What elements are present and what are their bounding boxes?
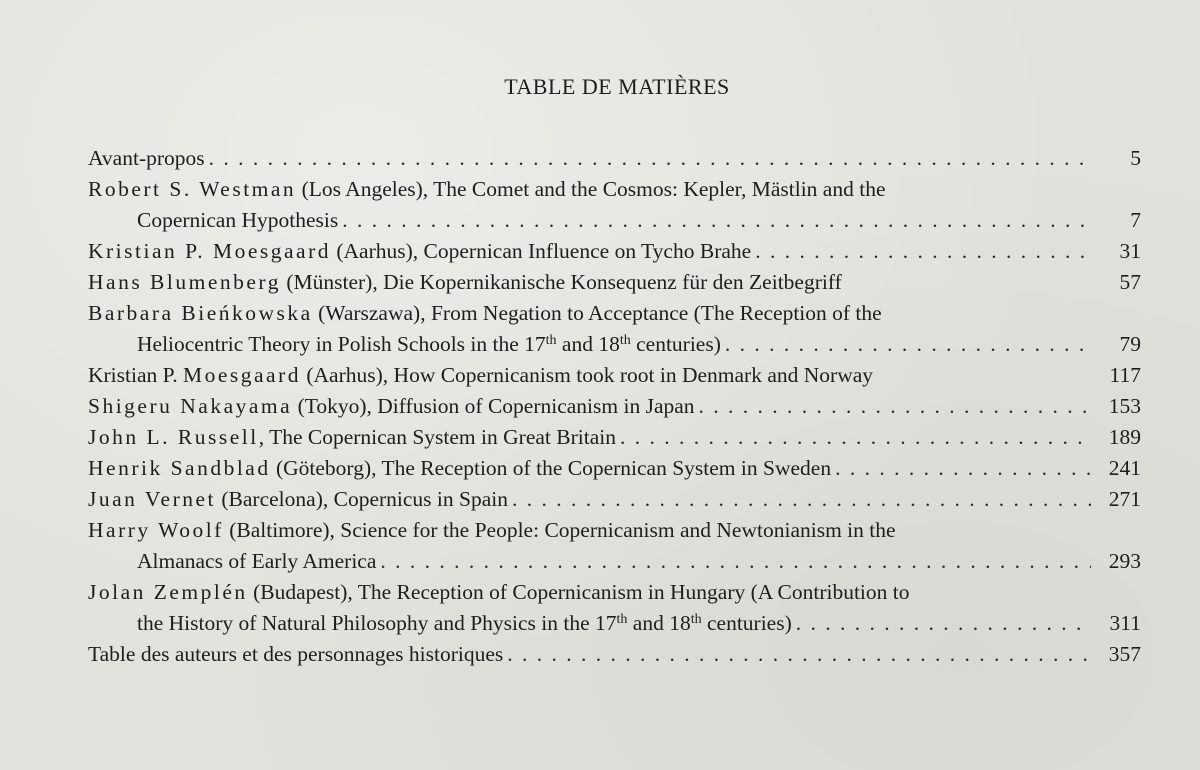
- entry-title-rest: (Baltimore), Science for the People: Copernicanism and Newtonianism in the: [223, 518, 896, 542]
- entry-title: [88, 298, 882, 329]
- entry-title-rest: (Aarhus), Copernican Influence on Tycho Brahe: [331, 239, 752, 263]
- entry-title-rest: (Budapest), The Reception of Copernicanism in Hungary (A Contribution to: [247, 580, 910, 604]
- author-name: Robert S. Westman: [88, 177, 297, 201]
- author-name: Kristian P. Moesgaard: [88, 239, 331, 263]
- entry-title: Avant-propos: [88, 146, 205, 170]
- page-number: 153: [1108, 394, 1141, 418]
- dot-leader: [835, 453, 1091, 484]
- toc-entry[interactable]: [88, 298, 1141, 360]
- dot-leader: [512, 484, 1091, 515]
- entry-title: Kristian P. Moesgaard (Aarhus), How Copernicanism took root in Denmark and Norway: [88, 363, 874, 387]
- toc-entry[interactable]: [88, 484, 1141, 515]
- author-name: John L. Russell: [88, 425, 259, 449]
- entry-title: [88, 391, 695, 422]
- page-number: 241: [1108, 456, 1141, 480]
- entry-title: [88, 515, 896, 546]
- entry-title: [88, 174, 886, 205]
- toc-entry[interactable]: [88, 422, 1141, 453]
- entry-title-continued: the History of Natural Philosophy and Physics in the 17th and 18th centuries): [137, 611, 792, 635]
- page-number: 271: [1108, 487, 1141, 511]
- author-name: Henrik Sandblad: [88, 456, 271, 480]
- entry-title-continued: Almanacs of Early America: [137, 549, 377, 573]
- page-number: 117: [1109, 363, 1141, 387]
- entry-title-rest: (Tokyo), Diffusion of Copernicanism in Japan: [292, 394, 695, 418]
- dot-leader: [507, 639, 1091, 670]
- entry-title-rest: (Aarhus), How Copernicanism took root in Denmark and Norway: [301, 363, 874, 387]
- table-of-contents: [88, 143, 1141, 670]
- entry-title: [88, 236, 751, 267]
- entry-title-rest: (Los Angeles), The Comet and the Cosmos: Kepler, Mästlin and the: [296, 177, 886, 201]
- toc-entry[interactable]: [88, 515, 1141, 577]
- toc-entry[interactable]: [88, 391, 1141, 422]
- page-number: 357: [1108, 642, 1141, 666]
- author-name: Shigeru Nakayama: [88, 394, 293, 418]
- dot-leader: [699, 391, 1091, 422]
- entry-title: [88, 577, 910, 608]
- page-title: TABLE DE MATIÈRES: [504, 74, 730, 99]
- author-name: Barbara Bieńkowska: [88, 301, 313, 325]
- toc-entry[interactable]: [88, 577, 1141, 639]
- entry-title-continued: Heliocentric Theory in Polish Schools in the 17th and 18th centuries): [137, 332, 721, 356]
- dot-leader: [380, 546, 1091, 577]
- toc-entry[interactable]: [88, 267, 1141, 298]
- entry-title-rest: (Göteborg), The Reception of the Copernican System in Sweden: [270, 456, 832, 480]
- toc-entry[interactable]: [88, 236, 1141, 267]
- dot-leader: [725, 329, 1091, 360]
- dot-leader: [620, 422, 1091, 453]
- entry-title: [88, 267, 842, 298]
- page-number: 311: [1109, 611, 1141, 635]
- entry-title-continued: Copernican Hypothesis: [137, 208, 339, 232]
- entry-title-rest: (Warszawa), From Negation to Acceptance (The Reception of the: [312, 301, 882, 325]
- page-number: 7: [1130, 208, 1141, 232]
- dot-leader: [209, 143, 1091, 174]
- dot-leader: [755, 236, 1091, 267]
- page-number: 31: [1119, 239, 1141, 263]
- page-number: 79: [1119, 332, 1141, 356]
- toc-entry[interactable]: [88, 453, 1141, 484]
- author-name: Harry Woolf: [88, 518, 224, 542]
- author-name: Moesgaard: [182, 363, 301, 387]
- toc-entry[interactable]: [88, 639, 1141, 670]
- toc-entry[interactable]: [88, 143, 1141, 174]
- page-number: 57: [1119, 270, 1141, 294]
- page-number: 293: [1108, 549, 1141, 573]
- entry-title: [88, 453, 831, 484]
- author-name: Hans Blumenberg: [88, 270, 281, 294]
- toc-entry[interactable]: [88, 174, 1141, 236]
- page-number: 5: [1130, 146, 1141, 170]
- entry-title-rest: , The Copernican System in Great Britain: [258, 425, 616, 449]
- author-name: Juan Vernet: [88, 487, 217, 511]
- page-number: 189: [1108, 425, 1141, 449]
- dot-leader: [342, 205, 1091, 236]
- toc-entry[interactable]: [88, 360, 1141, 391]
- author-name: Jolan Zemplén: [88, 580, 248, 604]
- entry-title-rest: (Münster), Die Kopernikanische Konsequenz für den Zeitbegriff: [280, 270, 842, 294]
- entry-title: Table des auteurs et des personnages historiques: [88, 642, 504, 666]
- entry-title: [88, 422, 616, 453]
- entry-title: [88, 484, 508, 515]
- entry-title-rest: (Barcelona), Copernicus in Spain: [216, 487, 508, 511]
- dot-leader: [796, 608, 1091, 639]
